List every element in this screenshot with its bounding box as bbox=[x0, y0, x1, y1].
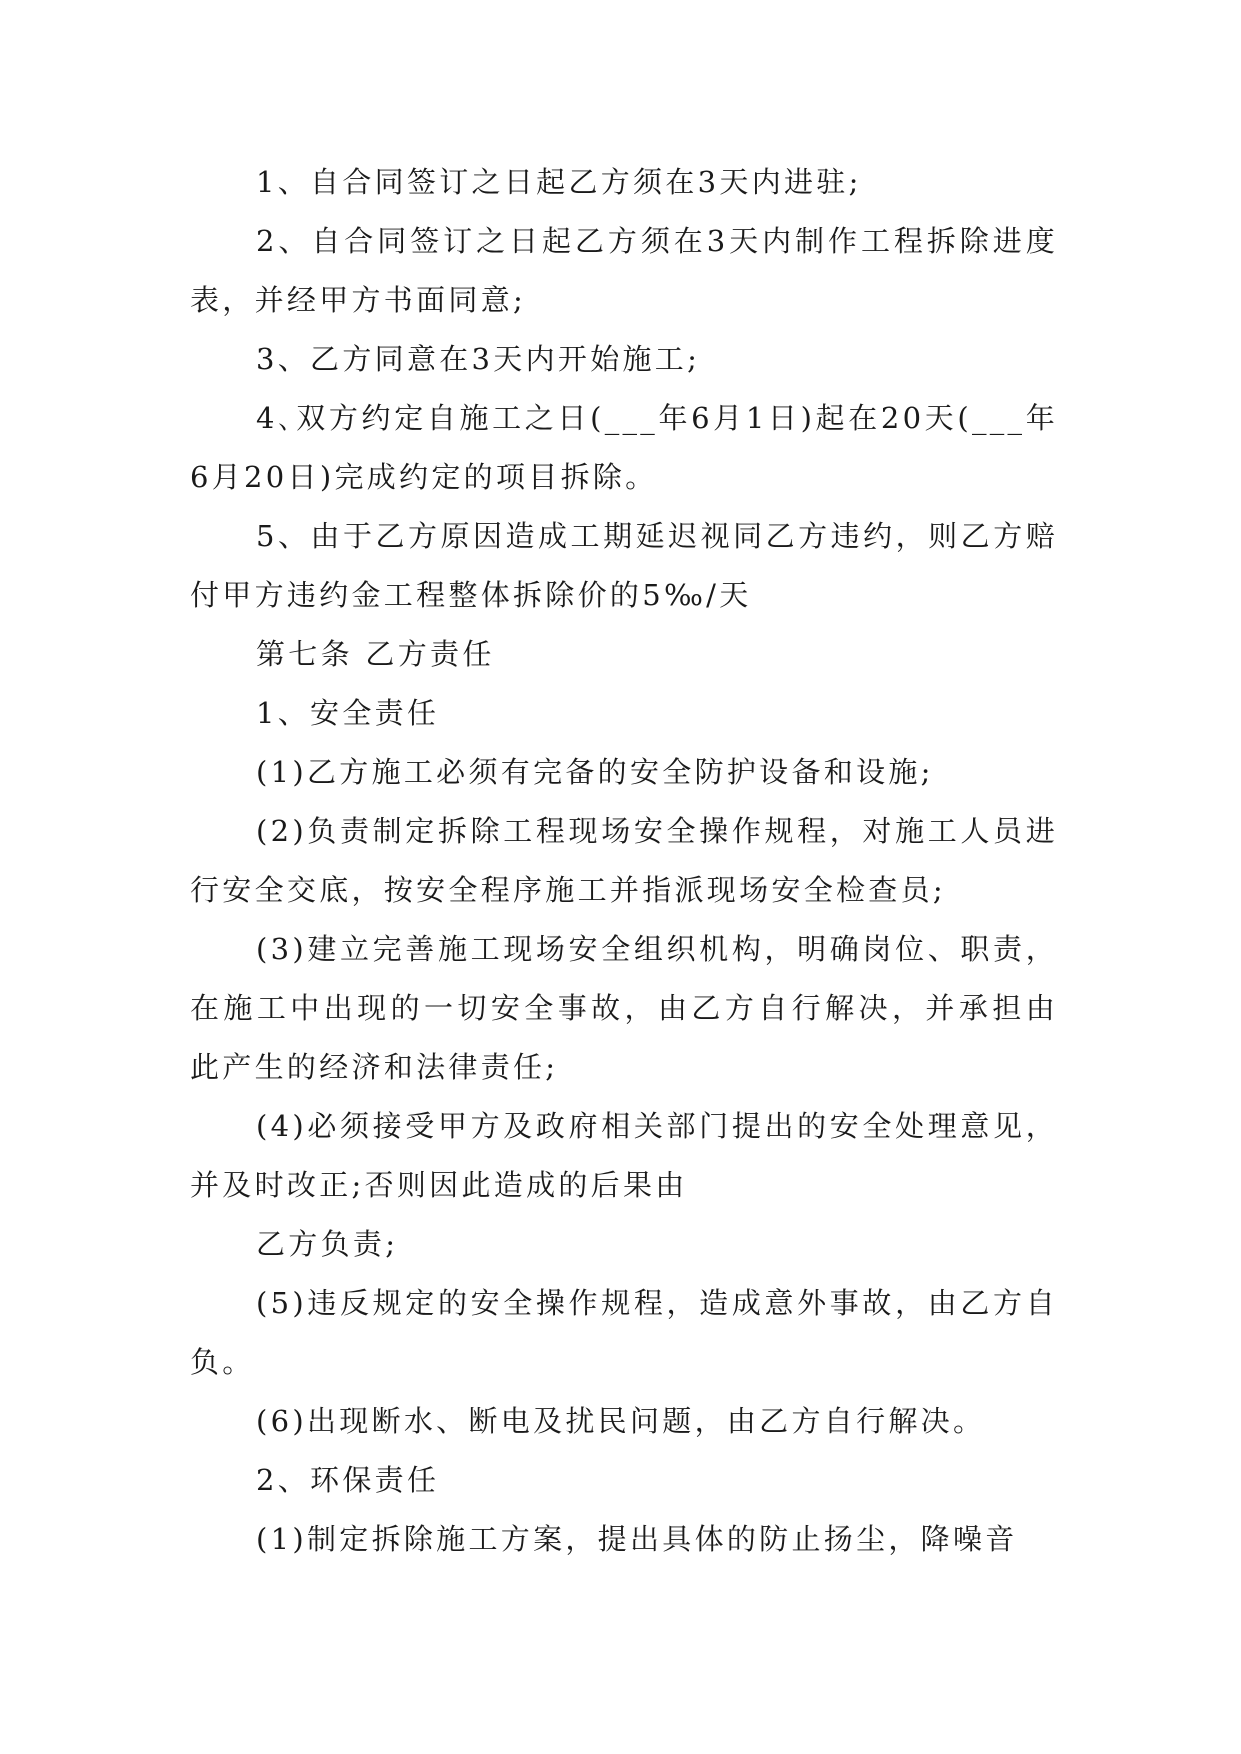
paragraph-safety-3: (3)建立完善施工现场安全组织机构，明确岗位、职责，在施工中出现的一切安全事故，由乙方自行解决，并承担由此产生的经济和法律责任; bbox=[190, 932, 1058, 1084]
paragraph-safety-1: (1)乙方施工必须有完备的安全防护设备和设施; bbox=[256, 755, 934, 789]
subheading-safety: 1、安全责任 bbox=[256, 696, 440, 730]
paragraph-4: 4､双方约定自施工之日(___年6月1日)起在20天(___年6月20日)完成约定的项目拆除。 bbox=[190, 401, 1058, 494]
section-heading-article-7: 第七条 乙方责任 bbox=[256, 637, 495, 671]
paragraph-safety-4: (4)必须接受甲方及政府相关部门提出的安全处理意见，并及时改正;否则因此造成的后果由 bbox=[190, 1109, 1058, 1202]
paragraph-2: 2、自合同签订之日起乙方须在3天内制作工程拆除进度表，并经甲方书面同意; bbox=[190, 224, 1058, 317]
subheading-environment: 2、环保责任 bbox=[256, 1463, 440, 1497]
paragraph-1: 1、自合同签订之日起乙方须在3天内进驻; bbox=[256, 165, 862, 199]
paragraph-environment-1: (1)制定拆除施工方案，提出具体的防止扬尘，降噪音 bbox=[256, 1522, 1018, 1556]
paragraph-safety-5: (5)违反规定的安全操作规程，造成意外事故，由乙方自负。 bbox=[190, 1286, 1058, 1379]
paragraph-safety-2: (2)负责制定拆除工程现场安全操作规程，对施工人员进行安全交底，按安全程序施工并指派现场安全检查员; bbox=[190, 814, 1058, 907]
paragraph-safety-4-cont: 乙方负责; bbox=[256, 1227, 399, 1261]
paragraph-safety-6: (6)出现断水、断电及扰民问题，由乙方自行解决。 bbox=[256, 1404, 986, 1438]
paragraph-5: 5、由于乙方原因造成工期延迟视同乙方违约，则乙方赔付甲方违约金工程整体拆除价的5‰/天 bbox=[190, 519, 1058, 612]
paragraph-3: 3、乙方同意在3天内开始施工; bbox=[256, 342, 701, 376]
document-body bbox=[190, 153, 1058, 1569]
